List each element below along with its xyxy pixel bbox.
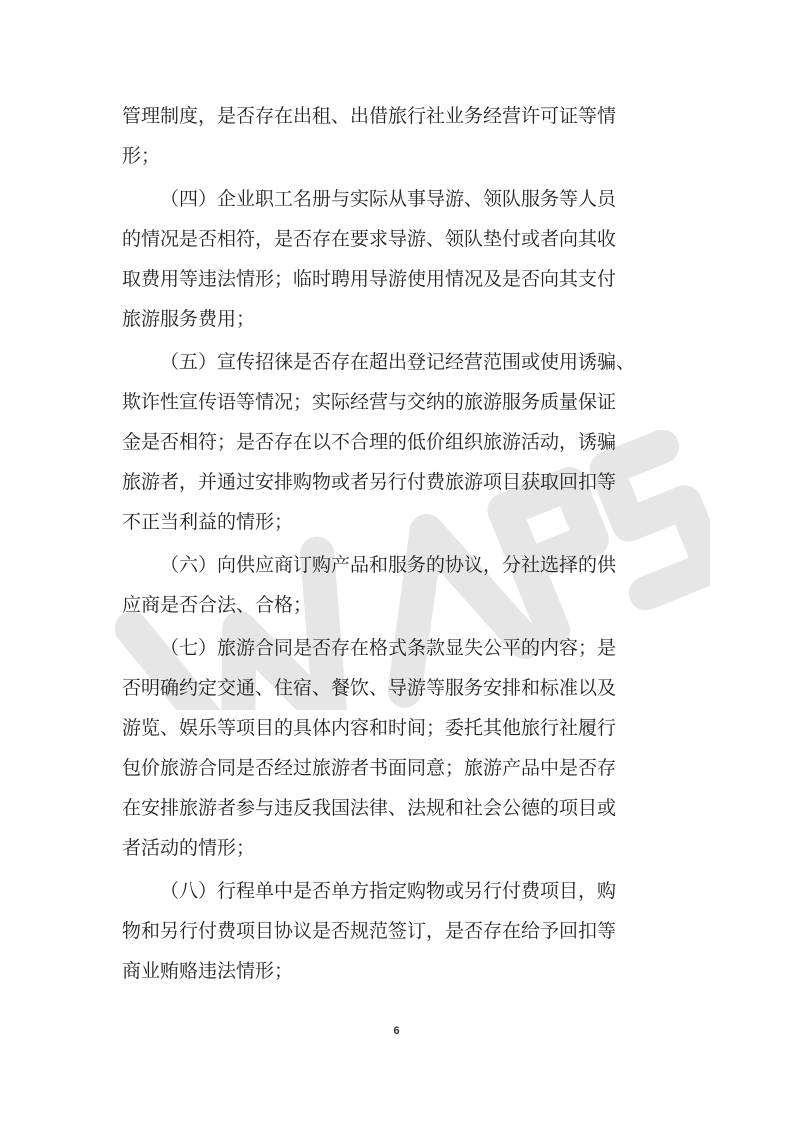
text-line: （六）向供应商订购产品和服务的协议，分社选择的供 bbox=[160, 554, 617, 576]
text-line: 不正当利益的情形； bbox=[122, 511, 294, 533]
paragraph bbox=[122, 871, 682, 991]
text-line: 者活动的情形； bbox=[122, 837, 256, 859]
text-line: 在安排旅游者参与违反我国法律、法规和社会公德的项目或 bbox=[122, 797, 617, 819]
text-line: 商业贿赂违法情形； bbox=[122, 960, 294, 982]
text-line: 旅游服务费用； bbox=[122, 308, 256, 330]
text-line: 金是否相符；是否存在以不合理的低价组织旅游活动，诱骗 bbox=[122, 431, 617, 453]
text-line: 形； bbox=[122, 145, 161, 167]
text-line: 欺诈性宣传语等情况；实际经营与交纳的旅游服务质量保证 bbox=[122, 391, 617, 413]
text-line: 物和另行付费项目协议是否规范签订，是否存在给予回扣等 bbox=[122, 920, 617, 942]
text-line: 旅游者，并通过安排购物或者另行付费旅游项目获取回扣等 bbox=[122, 471, 617, 493]
text-line: 管理制度，是否存在出租、出借旅行社业务经营许可证等情 bbox=[122, 105, 617, 127]
text-line: （四）企业职工名册与实际从事导游、领队服务等人员 bbox=[160, 188, 617, 210]
text-line: （八）行程单中是否单方指定购物或另行付费项目，购 bbox=[160, 880, 617, 902]
page-number: 6 bbox=[393, 1025, 400, 1037]
paragraph bbox=[122, 342, 682, 542]
text-line: 包价旅游合同是否经过旅游者书面同意；旅游产品中是否存 bbox=[122, 757, 617, 779]
text-line: 应商是否合法、合格； bbox=[122, 594, 313, 616]
text-line: （七）旅游合同是否存在格式条款显失公平的内容；是 bbox=[160, 637, 617, 659]
paragraph bbox=[122, 628, 682, 868]
text-line: 的情况是否相符，是否存在要求导游、领队垫付或者向其收 bbox=[122, 228, 617, 250]
text-line: 游览、娱乐等项目的具体内容和时间；委托其他旅行社履行 bbox=[122, 717, 617, 739]
document-body bbox=[122, 96, 682, 991]
text-line: 取费用等违法情形；临时聘用导游使用情况及是否向其支付 bbox=[122, 268, 617, 290]
paragraph bbox=[122, 179, 682, 339]
paragraph bbox=[122, 545, 682, 625]
paragraph bbox=[122, 96, 682, 176]
text-line: （五）宣传招徕是否存在超出登记经营范围或使用诱骗、 bbox=[160, 351, 636, 373]
text-line: 否明确约定交通、住宿、餐饮、导游等服务安排和标准以及 bbox=[122, 677, 617, 699]
